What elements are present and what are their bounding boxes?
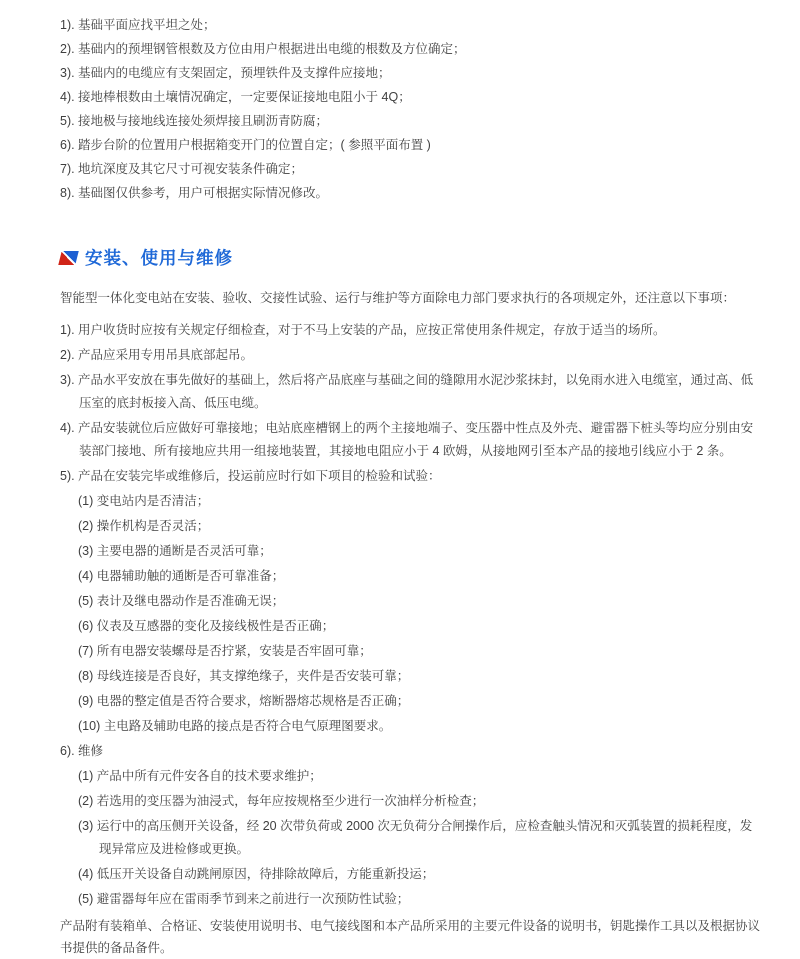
check-sub-item: (1) 变电站内是否清洁；	[78, 494, 210, 508]
maintenance-sub-item: (4) 低压开关设备自动跳闸原因，待排除故障后，方能重新投运；	[78, 867, 435, 881]
check-sub-item: (7) 所有电器安装螺母是否拧紧，安装是否牢固可靠；	[78, 644, 372, 658]
maintenance-sub-item: (2) 若选用的变压器为油浸式，每年应按规格至少进行一次油样分析检查；	[78, 794, 485, 808]
install-item: 3). 产品水平安放在事先做好的基础上，然后将产品底座与基础之间的缝隙用水泥沙浆抹封，以免雨水进入电缆室，通过高、低压室的底封板接入高、低压电缆。	[60, 373, 754, 410]
section-title: 安装、使用与维修	[85, 248, 233, 268]
check-sub-list	[78, 490, 764, 738]
flag-parallelogram-icon	[58, 251, 78, 265]
closing-paragraph: 产品附有装箱单、合格证、安装使用说明书、电气接线图和本产品所采用的主要元件设备的说明书，钥匙操作工具以及根据协议书提供的备品备件。	[60, 919, 761, 955]
install-instructions-list	[60, 319, 764, 911]
maintenance-sub-list	[78, 765, 764, 911]
install-item: 5). 产品在安装完毕或维修后，投运前应时行如下项目的检验和试验：	[60, 469, 441, 483]
intro-paragraph: 智能型一体化变电站在安装、验收、交接性试验、运行与维护等方面除电力部门要求执行的各项规定外，还注意以下事项：	[60, 291, 736, 305]
install-item: 1). 用户收货时应按有关规定仔细检查，对于不马上安装的产品，应按正常使用条件规定，存放于适当的场所。	[60, 323, 666, 337]
maintenance-sub-item: (1) 产品中所有元件安各自的技术要求维护；	[78, 769, 322, 783]
foundation-note-item: 5). 接地极与接地线连接处须焊接且刷沥青防腐；	[60, 114, 329, 128]
check-sub-item: (6) 仪表及互感器的变化及接线极性是否正确；	[78, 619, 335, 633]
foundation-note-item: 7). 地坑深度及其它尺寸可视安装条件确定；	[60, 162, 304, 176]
check-sub-item: (3) 主要电器的通断是否灵活可靠；	[78, 544, 272, 558]
check-sub-item: (4) 电器辅助触的通断是否可靠准备；	[78, 569, 285, 583]
foundation-note-item: 8). 基础图仅供参考，用户可根据实际情况修改。	[60, 186, 329, 200]
install-item: 6). 维修	[60, 744, 104, 758]
maintenance-sub-item: (5) 避雷器每年应在雷雨季节到来之前进行一次预防性试验；	[78, 892, 410, 906]
section-heading	[60, 245, 764, 270]
foundation-notes-list	[60, 13, 764, 205]
check-sub-item: (10) 主电路及辅助电路的接点是否符合电气原理图要求。	[78, 719, 392, 733]
maintenance-sub-item: (3) 运行中的高压侧开关设备，经 20 次带负荷或 2000 次无负荷分合闸操作后，应检查触头情况和灭弧装置的损耗程度，发现异常应及进检修或更换。	[78, 819, 753, 856]
check-sub-item: (5) 表计及继电器动作是否准确无误；	[78, 594, 285, 608]
install-item: 4). 产品安装就位后应做好可靠接地；电站底座槽钢上的两个主接地端子、变压器中性点及外壳、避雷器下桩头等均应分别由安装部门接地、所有接地应共用一组接地装置，其接地电阻应小于 4 欧姆，从接地网引至本产品的接地引线应小于 2 条。	[60, 421, 754, 458]
foundation-note-item: 4). 接地棒根数由土壤情况确定，一定要保证接地电阻小于 4Q；	[60, 90, 411, 104]
foundation-note-item: 2). 基础内的预埋钢管根数及方位由用户根据进出电缆的根数及方位确定；	[60, 42, 466, 56]
check-sub-item: (9) 电器的整定值是否符合要求，熔断器熔芯规格是否正确；	[78, 694, 410, 708]
check-sub-item: (2) 操作机构是否灵活；	[78, 519, 210, 533]
foundation-note-item: 3). 基础内的电缆应有支架固定，预埋铁件及支撑件应接地；	[60, 66, 391, 80]
install-item: 2). 产品应采用专用吊具底部起吊。	[60, 348, 254, 362]
check-sub-item: (8) 母线连接是否良好，其支撑绝缘子，夹件是否安装可靠；	[78, 669, 410, 683]
foundation-note-item: 6). 踏步台阶的位置用户根据箱变开门的位置自定；( 参照平面布置 )	[60, 138, 431, 152]
foundation-note-item: 1). 基础平面应找平坦之处；	[60, 18, 216, 32]
